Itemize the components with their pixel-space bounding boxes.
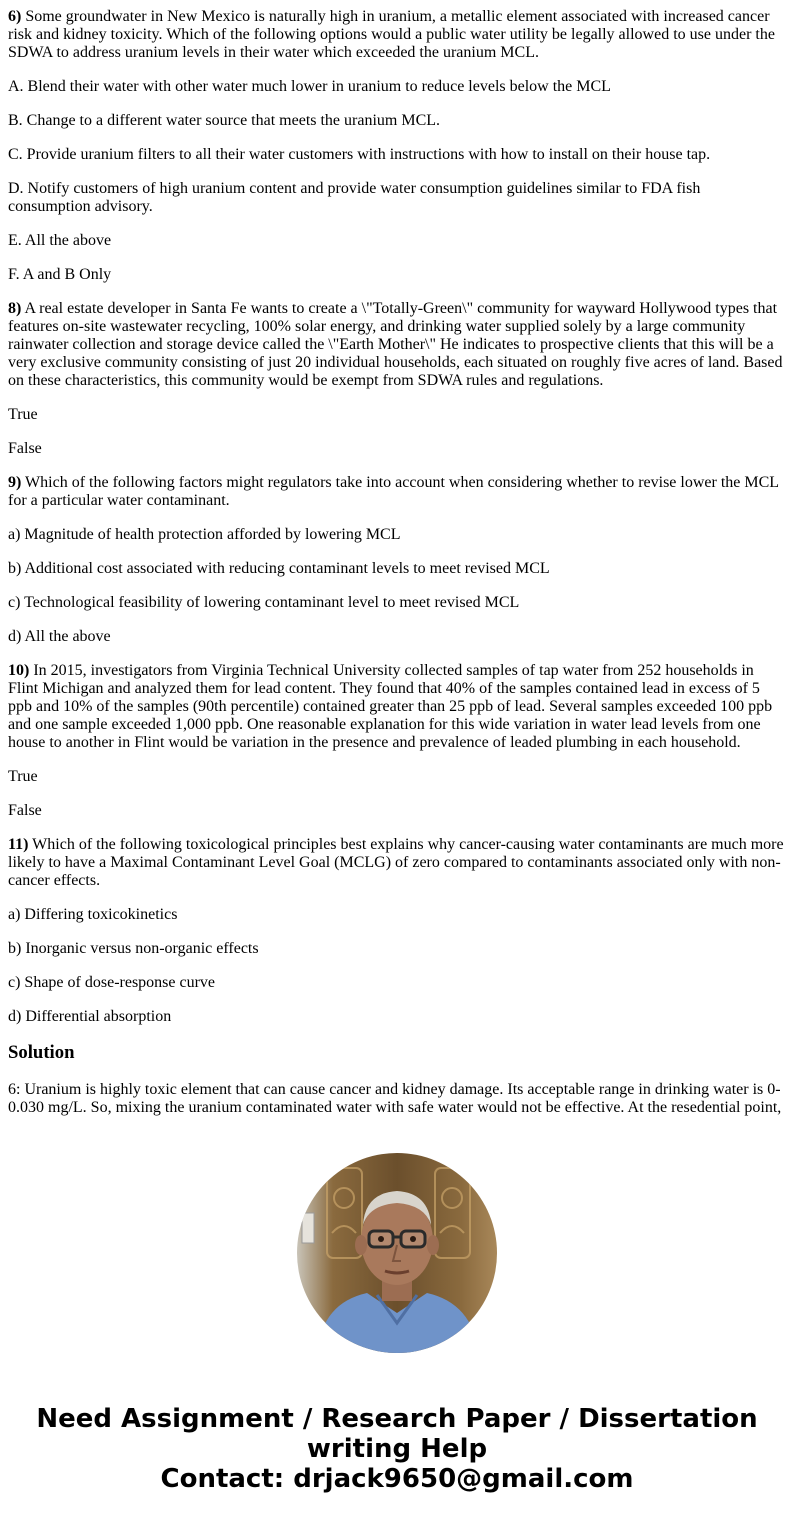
- question-number: 9): [8, 474, 22, 491]
- question-10: [8, 662, 786, 820]
- answer-option: d) Differential absorption: [8, 1008, 172, 1025]
- question-stem: [8, 836, 786, 890]
- question-number: 8): [8, 300, 22, 317]
- question-6: [8, 8, 786, 284]
- answer-option: b) Inorganic versus non-organic effects: [8, 940, 259, 957]
- answer-option: False: [8, 802, 42, 819]
- answer-option: D. Notify customers of high uranium content and provide water consumption guidelines similar to FDA fish consumption advisory.: [8, 180, 701, 215]
- document-body: [8, 8, 786, 1133]
- question-stem: [8, 8, 786, 62]
- answer-option: c) Shape of dose-response curve: [8, 974, 216, 991]
- solution-text: 6: Uranium is highly toxic element that can cause cancer and kidney damage. Its acceptable range in drinking water is 0-0.030 mg/L. So, mixing the uranium contaminated water with safe water would not be effective. At the resedential point,: [8, 1081, 782, 1116]
- promo-banner: [0, 1404, 794, 1494]
- answer-option: A. Blend their water with other water much lower in uranium to reduce levels below the MCL: [8, 78, 611, 95]
- question-stem: [8, 474, 786, 510]
- question-9: [8, 474, 786, 646]
- question-stem: [8, 662, 786, 752]
- question-11: [8, 836, 786, 1026]
- answer-option: False: [8, 440, 42, 457]
- question-number: 11): [8, 836, 29, 853]
- question-text: In 2015, investigators from Virginia Technical University collected samples of tap water from 252 households in Flint Michigan and analyzed them for lead content. They found that 40% of the samples contained lead in excess of 5 ppb and 10% of the samples (90th percentile) contained greater than 25 ppb of lead. Several samples exceeded 100 ppb and one sample exceeded 1,000 ppb. One reasonable explanation for this wide variation in water lead levels from one house to another in Flint would be variation in the presence and prevalence of leaded plumbing in each household.: [8, 662, 773, 751]
- answer-option: C. Provide uranium filters to all their water customers with instructions with how to install on their house tap.: [8, 146, 711, 163]
- answer-option: c) Technological feasibility of lowering contaminant level to meet revised MCL: [8, 594, 520, 611]
- answer-option: a) Magnitude of health protection afforded by lowering MCL: [8, 526, 401, 543]
- question-text: A real estate developer in Santa Fe wants to create a \"Totally-Green\" community for wayward Hollywood types that features on-site wastewater recycling, 100% solar energy, and drinking water supplied solely by a large community rainwater collection and storage device called the \"Earth Mother\" He indicates to prospective clients that this will be a very exclusive community consisting of just 20 individual households, each situated on roughly five acres of land. Based on these characteristics, this community would be exempt from SDWA rules and regulations.: [8, 300, 783, 389]
- promo-line: Need Assignment / Research Paper / Dissertation: [36, 1404, 758, 1434]
- answer-option: F. A and B Only: [8, 266, 112, 283]
- promo-contact: Contact: drjack9650@gmail.com: [160, 1464, 634, 1494]
- answer-option: b) Additional cost associated with reducing contaminant levels to meet revised MCL: [8, 560, 550, 577]
- avatar: [297, 1153, 497, 1353]
- question-text: Some groundwater in New Mexico is naturally high in uranium, a metallic element associated with increased cancer risk and kidney toxicity. Which of the following options would a public water utility be legally allowed to use under the SDWA to address uranium levels in their water which exceeded the uranium MCL.: [8, 8, 775, 61]
- answer-option: B. Change to a different water source that meets the uranium MCL.: [8, 112, 441, 129]
- promo-line: writing Help: [306, 1434, 488, 1464]
- answer-option: E. All the above: [8, 232, 112, 249]
- answer-option: a) Differing toxicokinetics: [8, 906, 178, 923]
- question-stem: [8, 300, 786, 390]
- answer-option: d) All the above: [8, 628, 111, 645]
- question-text: Which of the following toxicological principles best explains why cancer-causing water contaminants are much more likely to have a Maximal Contaminant Level Goal (MCLG) of zero compared to contaminants associated only with non-cancer effects.: [8, 836, 784, 889]
- question-text: Which of the following factors might regulators take into account when considering whether to revise lower the MCL for a particular water contaminant.: [8, 474, 779, 509]
- question-number: 6): [8, 8, 22, 25]
- avatar-portrait: [297, 1153, 497, 1353]
- answer-option: True: [8, 768, 38, 785]
- question-number: 10): [8, 662, 30, 679]
- question-8: [8, 300, 786, 458]
- solution-heading: Solution: [8, 1042, 75, 1063]
- answer-option: True: [8, 406, 38, 423]
